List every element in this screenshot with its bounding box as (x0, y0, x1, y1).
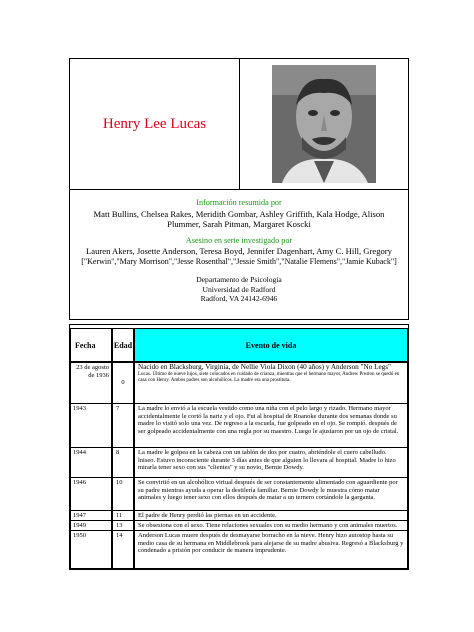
university: Universidad de Radford (202, 284, 276, 294)
subject-name: Henry Lee Lucas (102, 115, 207, 132)
table-header (70, 328, 408, 362)
row-event: Se convirtió en un alcohólico virtual después de ser constantemente alimentado con aguardiente por su padre mientras ayuda a operar la destilería familiar. Bernie Dowdy le muestra cómo matar animales y luego tener sexo con ellos después de matar a un ternero cortándole la garganta. (134, 478, 408, 511)
summary-authors: Matt Bullins, Chelsea Rakes, Meridith Gombar, Ashley Griffith, Kala Hodge, Alison Plummer, Sarah Pitman, Margaret Koscki (93, 208, 385, 229)
row-date: 1947 (70, 511, 112, 521)
address: Radford, VA 24142-6946 (200, 294, 278, 303)
investigators: Lauren Akers, Josette Anderson, Teresa Boyd, Jennifer Dagenhart, Amy C. Hill, Gregory (86, 246, 392, 256)
row-date: 1950 (70, 531, 112, 569)
row-age: 7 (112, 404, 134, 448)
row-date: 1946 (70, 478, 112, 511)
row-date: 1943 (70, 404, 112, 448)
table-row (70, 531, 408, 569)
row-age: 13 (112, 521, 134, 531)
row-event-lead: Nacido en Blacksburg, Virginia, de Nellie Viola Dixon (40 años) y Anderson "No Legs" (138, 363, 391, 371)
profile-header (69, 58, 409, 320)
info-section (70, 189, 408, 319)
col-header-date: Fecha (70, 328, 112, 362)
row-event: El padre de Henry perdió las piernas en un accidente. (134, 511, 408, 521)
row-event: La madre le golpea en la cabeza con un tablón de dos por cuatro, abriéndole el cuero cabelludo. lniseo. Estuvo inconsciente durante 3 días antes de que alguien lo llevara al hospital. Madre lo hizo mirarla tener sexo con sus "clientes" y su novio, Bernie Dowdy. (134, 448, 408, 478)
row-age: 0 (112, 362, 134, 404)
col-header-age: Edad (112, 328, 134, 362)
table-row (70, 362, 408, 404)
row-age: 8 (112, 448, 134, 478)
nicknames: ["Kerwin","Mary Morrison","Jesse Rosenthal","Jessie Smith","Natalie Flemens","Jamie Kuback"] (81, 256, 397, 266)
row-event: La madre lo envió a la escuela vestido como una niña con el pelo largo y rizado. Hermano mayor accidentalmente le cortó la nariz y el ojo. Fui al hospital de Roanoke durante dos semanas donde su madre lo visitó solo una vez. De regreso a la escuela, fue golpeado en el ojo. Se rompió. después de ser golpeado accidentalmente con una regla por su maestro. Luego le ajustaron por un ojo de cristal. (134, 404, 408, 448)
table-row (70, 448, 408, 478)
row-date: 1944 (70, 448, 112, 478)
investigated-label: Asesino en serie investigado por (185, 235, 293, 245)
row-event: Anderson Lucas muere después de desmayarse borracho en la nieve. Henry hizo autostop hasta su medio casa de su hermana en Middlebrook para alejarse de su madre abusiva. Regresó a Blacksburg y condenado a prisión por conducir de manera imprudente. (134, 531, 408, 569)
summary-label: Información resumida por (196, 198, 282, 207)
table-row (70, 478, 408, 511)
col-header-event: Evento de vida (134, 328, 408, 362)
table-row (70, 511, 408, 521)
row-event-text: Lucas. Último de nueve hijos, siete colocados en cuidado de crianza, mientras que el hermano mayor, Andrew Preston se quedó en casa con Henry. Ambos padres son alcohólicos. La madre era una prostituta. (138, 371, 400, 383)
timeline-table (69, 324, 409, 570)
table-row (70, 521, 408, 531)
title-cell (70, 59, 240, 189)
row-date: 23 de agosto de 1936 (70, 362, 112, 404)
photo-cell (240, 59, 408, 189)
row-event: Se obsesiona con el sexo. Tiene relaciones sexuales con su medio hermano y con animales muertos. (134, 521, 408, 531)
row-age: 14 (112, 531, 134, 569)
row-age: 11 (112, 511, 134, 521)
portrait-photo (272, 65, 376, 183)
row-event (134, 362, 408, 404)
department: Departamento de Psicología (196, 275, 282, 284)
row-age: 10 (112, 478, 134, 511)
table-row (70, 404, 408, 448)
row-date: 1949 (70, 521, 112, 531)
